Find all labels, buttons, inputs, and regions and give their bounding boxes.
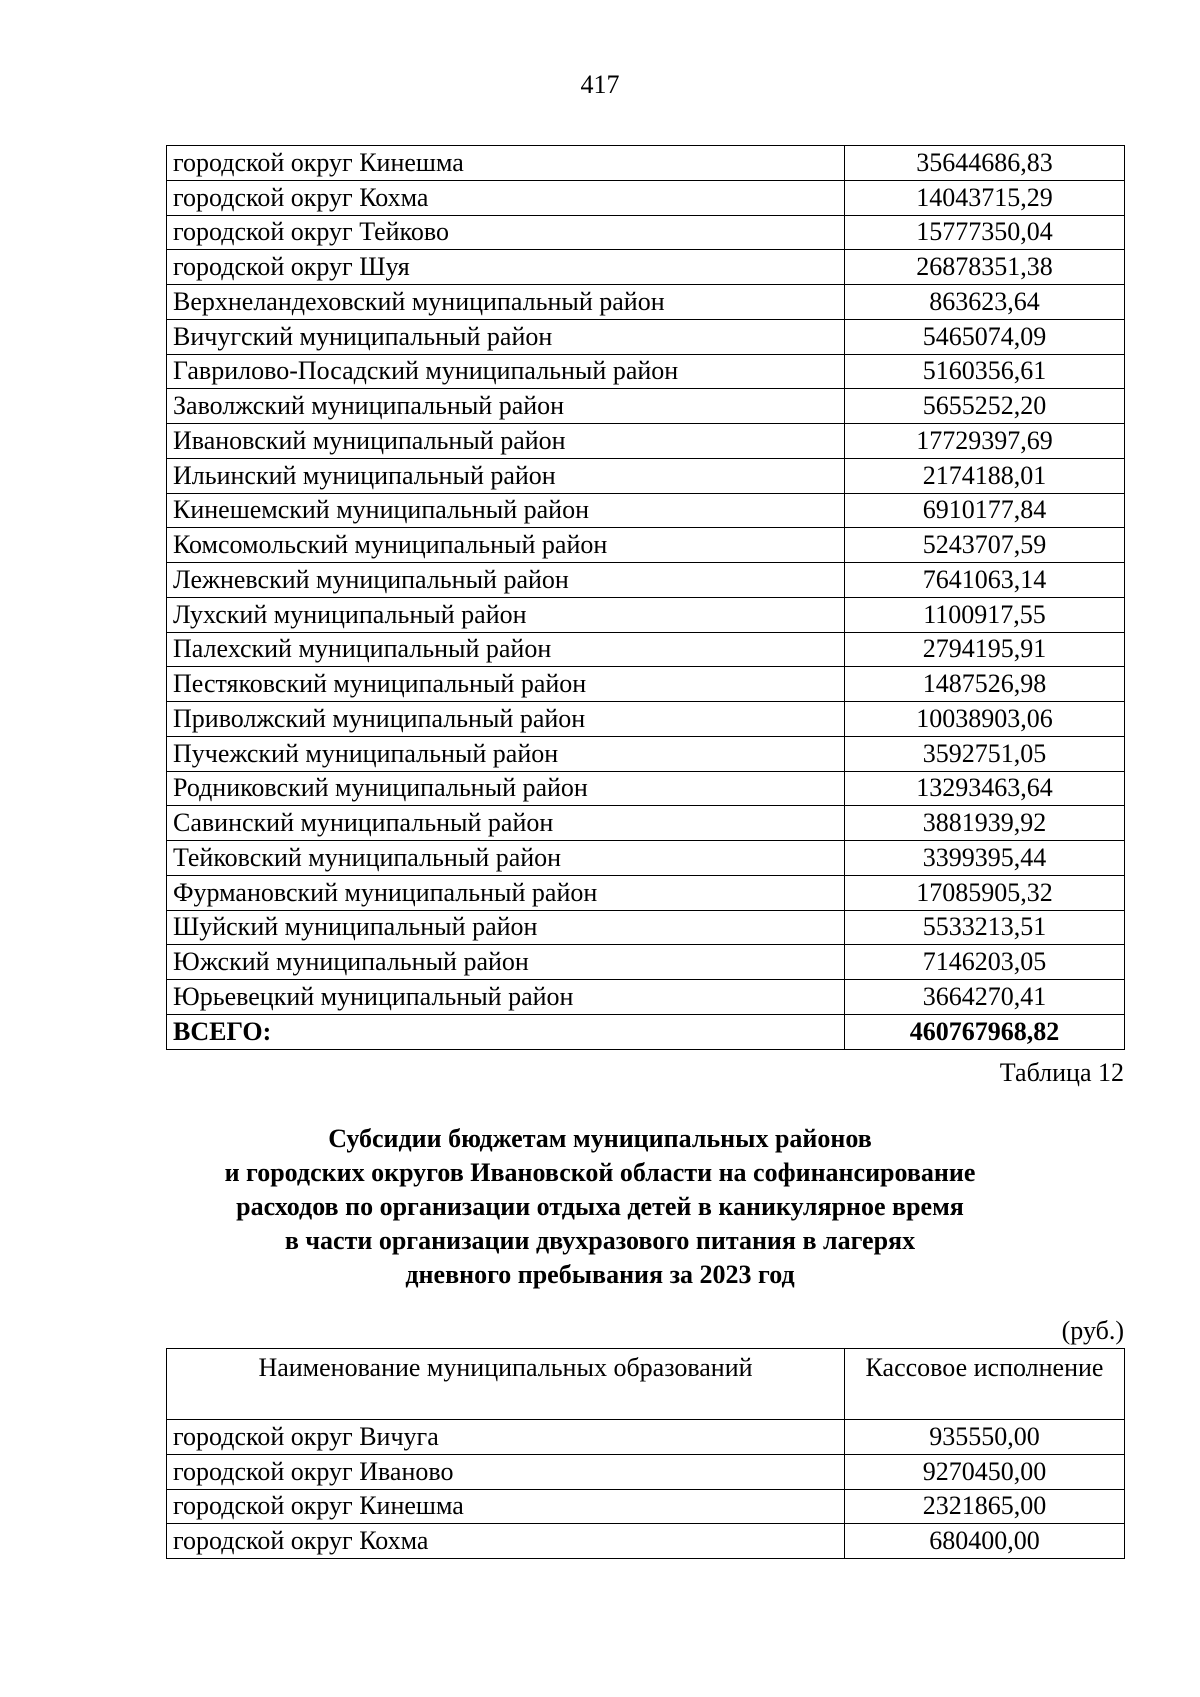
- amount-value: 3399395,44: [845, 841, 1125, 876]
- table-row: [167, 285, 1125, 320]
- municipality-name: Лухский муниципальный район: [167, 597, 845, 632]
- subsidy-table-continued: [166, 145, 1125, 1050]
- table-row: [167, 493, 1125, 528]
- title-line: в части организации двухразового питания в лагерях: [284, 1226, 916, 1255]
- amount-value: 35644686,83: [845, 146, 1125, 181]
- municipality-name: Комсомольский муниципальный район: [167, 528, 845, 563]
- table-row: [167, 1489, 1125, 1524]
- municipality-name: Савинский муниципальный район: [167, 806, 845, 841]
- municipality-name: Шуйский муниципальный район: [167, 910, 845, 945]
- title-line: Субсидии бюджетам муниципальных районов: [328, 1124, 872, 1153]
- table-row: [167, 841, 1125, 876]
- table-row: [167, 771, 1125, 806]
- table-header-row: [167, 1349, 1125, 1420]
- municipality-name: Заволжский муниципальный район: [167, 389, 845, 424]
- amount-value: 5465074,09: [845, 319, 1125, 354]
- municipality-name: городской округ Вичуга: [167, 1420, 845, 1455]
- municipality-name: городской округ Кинешма: [167, 1489, 845, 1524]
- municipality-name: Пестяковский муниципальный район: [167, 667, 845, 702]
- title-line: и городских округов Ивановской области на софинансирование: [224, 1158, 976, 1187]
- amount-value: 6910177,84: [845, 493, 1125, 528]
- table-row: [167, 1524, 1125, 1559]
- amount-value: 2174188,01: [845, 458, 1125, 493]
- municipality-name: городской округ Кохма: [167, 1524, 845, 1559]
- table-row: [167, 180, 1125, 215]
- municipality-name: Пучежский муниципальный район: [167, 736, 845, 771]
- table-row: [167, 528, 1125, 563]
- amount-value: 14043715,29: [845, 180, 1125, 215]
- table-row: [167, 215, 1125, 250]
- table-12-body: [167, 1349, 1125, 1559]
- municipality-name: Лежневский муниципальный район: [167, 563, 845, 598]
- municipality-name: Гаврилово-Посадский муниципальный район: [167, 354, 845, 389]
- title-line: расходов по организации отдыха детей в каникулярное время: [236, 1192, 964, 1221]
- table-row: [167, 563, 1125, 598]
- table-row: [167, 1420, 1125, 1455]
- amount-value: 10038903,06: [845, 702, 1125, 737]
- page-number: 417: [580, 70, 620, 99]
- table-12: [166, 1348, 1125, 1559]
- table-row: [167, 667, 1125, 702]
- total-value: 460767968,82: [845, 1014, 1125, 1049]
- title-line: дневного пребывания за 2023 год: [405, 1260, 795, 1289]
- total-row: [167, 1014, 1125, 1049]
- amount-value: 13293463,64: [845, 771, 1125, 806]
- table-row: [167, 980, 1125, 1015]
- amount-value: 2794195,91: [845, 632, 1125, 667]
- municipality-name: городской округ Кохма: [167, 180, 845, 215]
- amount-value: 5243707,59: [845, 528, 1125, 563]
- table-number-label: Таблица 12: [999, 1058, 1124, 1087]
- table-row: [167, 632, 1125, 667]
- amount-value: 1100917,55: [845, 597, 1125, 632]
- amount-value: 5533213,51: [845, 910, 1125, 945]
- table-row: [167, 389, 1125, 424]
- table-row: [167, 1454, 1125, 1489]
- municipality-name: Южский муниципальный район: [167, 945, 845, 980]
- municipality-name: Кинешемский муниципальный район: [167, 493, 845, 528]
- table-row: [167, 736, 1125, 771]
- amount-value: 5160356,61: [845, 354, 1125, 389]
- total-label: ВСЕГО:: [167, 1014, 845, 1049]
- table-row: [167, 146, 1125, 181]
- municipality-name: Ильинский муниципальный район: [167, 458, 845, 493]
- table-row: [167, 945, 1125, 980]
- municipality-name: городской округ Кинешма: [167, 146, 845, 181]
- amount-value: 3592751,05: [845, 736, 1125, 771]
- municipality-name: городской округ Иваново: [167, 1454, 845, 1489]
- amount-value: 863623,64: [845, 285, 1125, 320]
- amount-value: 935550,00: [845, 1420, 1125, 1455]
- amount-value: 1487526,98: [845, 667, 1125, 702]
- municipality-name: Приволжский муниципальный район: [167, 702, 845, 737]
- municipality-name: городской округ Тейково: [167, 215, 845, 250]
- table-title: [0, 1122, 1200, 1292]
- amount-value: 17729397,69: [845, 424, 1125, 459]
- amount-value: 2321865,00: [845, 1489, 1125, 1524]
- table-row: [167, 702, 1125, 737]
- table-row: [167, 910, 1125, 945]
- header-cash-execution: Кассовое исполнение: [845, 1349, 1125, 1420]
- units-label: (руб.): [1061, 1316, 1124, 1345]
- table-row: [167, 354, 1125, 389]
- amount-value: 5655252,20: [845, 389, 1125, 424]
- municipality-name: Палехский муниципальный район: [167, 632, 845, 667]
- table-row: [167, 875, 1125, 910]
- amount-value: 26878351,38: [845, 250, 1125, 285]
- municipality-name: городской округ Шуя: [167, 250, 845, 285]
- table-row: [167, 458, 1125, 493]
- amount-value: 7146203,05: [845, 945, 1125, 980]
- amount-value: 3664270,41: [845, 980, 1125, 1015]
- amount-value: 3881939,92: [845, 806, 1125, 841]
- amount-value: 680400,00: [845, 1524, 1125, 1559]
- table-row: [167, 250, 1125, 285]
- table-row: [167, 319, 1125, 354]
- municipality-name: Родниковский муниципальный район: [167, 771, 845, 806]
- table-row: [167, 424, 1125, 459]
- municipality-name: Юрьевецкий муниципальный район: [167, 980, 845, 1015]
- municipality-name: Ивановский муниципальный район: [167, 424, 845, 459]
- table-row: [167, 806, 1125, 841]
- municipality-name: Вичугский муниципальный район: [167, 319, 845, 354]
- municipality-name: Фурмановский муниципальный район: [167, 875, 845, 910]
- subsidy-table-body: [167, 146, 1125, 1050]
- table-row: [167, 597, 1125, 632]
- amount-value: 7641063,14: [845, 563, 1125, 598]
- header-municipality: Наименование муниципальных образований: [167, 1349, 845, 1420]
- municipality-name: Тейковский муниципальный район: [167, 841, 845, 876]
- amount-value: 9270450,00: [845, 1454, 1125, 1489]
- amount-value: 17085905,32: [845, 875, 1125, 910]
- municipality-name: Верхнеландеховский муниципальный район: [167, 285, 845, 320]
- amount-value: 15777350,04: [845, 215, 1125, 250]
